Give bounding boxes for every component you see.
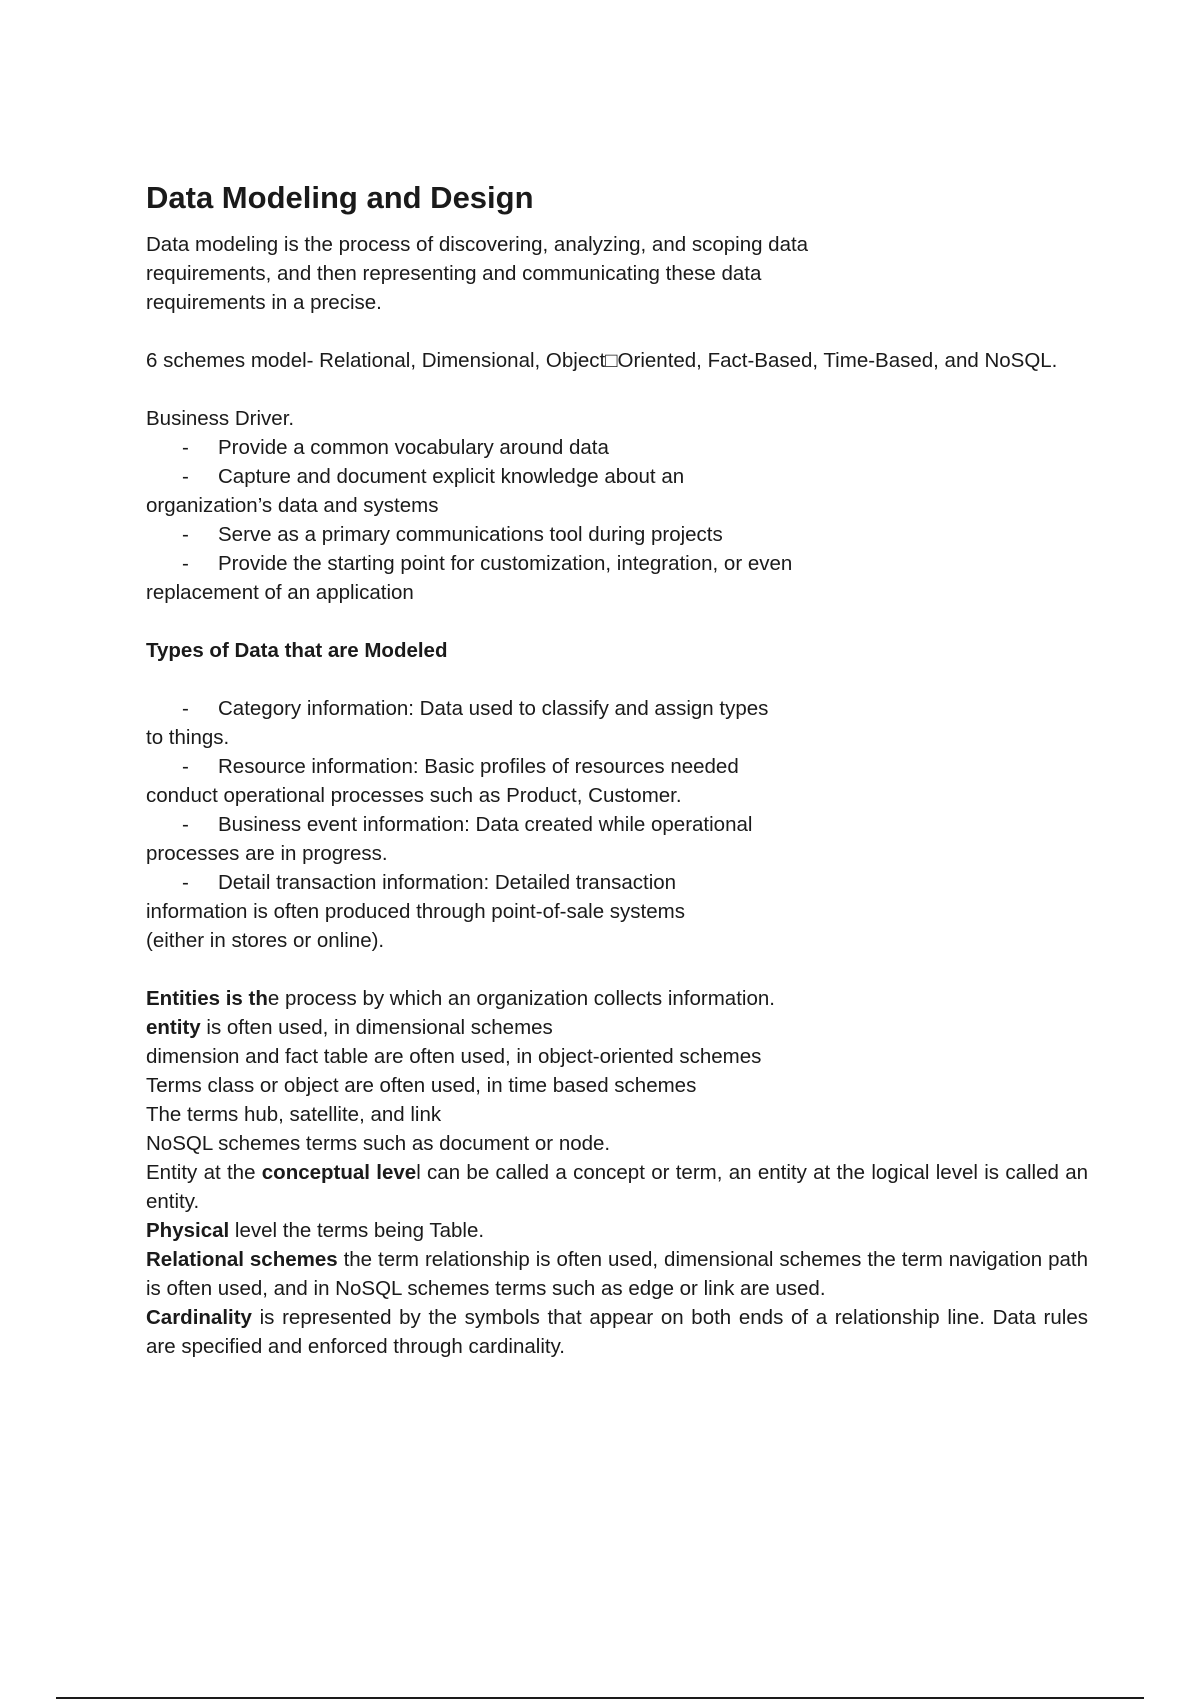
bullet-dash: - xyxy=(182,813,189,836)
entities-line xyxy=(146,984,1088,1013)
entities-bold-term: Cardinality xyxy=(146,1306,252,1329)
bullet-dash: - xyxy=(182,552,189,575)
entities-bold-term: Relational schemes xyxy=(146,1248,338,1271)
intro-line-2: requirements, and then representing and communicating these data xyxy=(146,262,762,285)
bullet-dash: - xyxy=(182,871,189,894)
entities-line: NoSQL schemes terms such as document or node. xyxy=(146,1132,611,1155)
types-heading xyxy=(146,636,1088,665)
business-driver-item-continuation: replacement of an application xyxy=(146,581,414,604)
types-item xyxy=(146,694,1088,723)
entities-bold-term: entity xyxy=(146,1016,201,1039)
business-driver-item-text: Capture and document explicit knowledge about an xyxy=(218,465,685,488)
entities-text: l can be called a concept or term, an entity at the logical level is called an entity. xyxy=(146,1161,1088,1213)
entities-line xyxy=(146,1158,1088,1216)
bullet-dash: - xyxy=(182,697,189,720)
types-item-text: Resource information: Basic profiles of resources needed xyxy=(218,755,739,778)
types-item-text: Detail transaction information: Detailed transaction xyxy=(218,871,677,894)
page-bottom-divider xyxy=(56,1697,1144,1699)
entities-text: is often used, in dimensional schemes xyxy=(200,1016,553,1039)
entities-text: Entity at the xyxy=(146,1161,262,1184)
types-item xyxy=(146,868,1088,897)
entities-bold-term: Entities is th xyxy=(146,987,268,1010)
spacer xyxy=(146,317,1088,346)
types-item-continuation: information is often produced through point-of-sale systems xyxy=(146,900,685,923)
entities-line xyxy=(146,1303,1088,1361)
bullet-dash: - xyxy=(182,755,189,778)
bullet-dash: - xyxy=(182,523,189,546)
bullet-dash: - xyxy=(182,465,189,488)
business-driver-heading: Business Driver. xyxy=(146,407,295,430)
entities-line xyxy=(146,1013,1088,1042)
intro-line-3: requirements in a precise. xyxy=(146,291,382,314)
types-item-text: Category information: Data used to classify and assign types xyxy=(218,697,769,720)
types-item-continuation: processes are in progress. xyxy=(146,842,388,865)
entities-text: the term relationship is often used, dimensional schemes the term navigation path is often used, and in NoSQL schemes terms such as edge or link are used. xyxy=(146,1248,1088,1300)
types-heading-text: Types of Data that are Modeled xyxy=(146,639,448,662)
page-title: Data Modeling and Design xyxy=(146,180,534,215)
entities-line: Terms class or object are often used, in time based schemes xyxy=(146,1074,697,1097)
bullet-dash: - xyxy=(182,436,189,459)
business-driver-item-text: Provide the starting point for customization, integration, or even xyxy=(218,552,793,575)
spacer xyxy=(146,665,1088,694)
business-driver-item-continuation: organization’s data and systems xyxy=(146,494,439,517)
entities-line: The terms hub, satellite, and link xyxy=(146,1103,442,1126)
spacer xyxy=(146,955,1088,984)
entities-text: is represented by the symbols that appear on both ends of a relationship line. Data rules are specified and enforced through cardinality. xyxy=(146,1306,1088,1358)
entities-text: e process by which an organization collects information. xyxy=(267,987,775,1010)
entities-text: level the terms being Table. xyxy=(229,1219,485,1242)
types-item-continuation: (either in stores or online). xyxy=(146,929,385,952)
business-driver-item xyxy=(146,520,1088,549)
spacer xyxy=(146,375,1088,404)
entities-line: dimension and fact table are often used, in object-oriented schemes xyxy=(146,1045,762,1068)
intro-line-1: Data modeling is the process of discovering, analyzing, and scoping data xyxy=(146,233,809,256)
types-item-continuation: to things. xyxy=(146,726,230,749)
spacer xyxy=(146,607,1088,636)
types-item xyxy=(146,752,1088,781)
schemes-paragraph: 6 schemes model- Relational, Dimensional, Object□Oriented, Fact-Based, Time-Based, and NoSQL. xyxy=(146,349,1058,372)
document-page xyxy=(146,178,1088,1361)
entities-line xyxy=(146,1216,1088,1245)
business-driver-item xyxy=(146,433,1088,462)
types-item-continuation: conduct operational processes such as Product, Customer. xyxy=(146,784,682,807)
types-item-text: Business event information: Data created while operational xyxy=(218,813,753,836)
business-driver-item-text: Serve as a primary communications tool during projects xyxy=(218,523,723,546)
entities-bold-term: Physical xyxy=(146,1219,230,1242)
business-driver-item-text: Provide a common vocabulary around data xyxy=(218,436,609,459)
types-item xyxy=(146,810,1088,839)
entities-bold-term: conceptual leve xyxy=(261,1161,417,1184)
business-driver-item xyxy=(146,549,1088,578)
business-driver-item xyxy=(146,462,1088,491)
entities-line xyxy=(146,1245,1088,1303)
